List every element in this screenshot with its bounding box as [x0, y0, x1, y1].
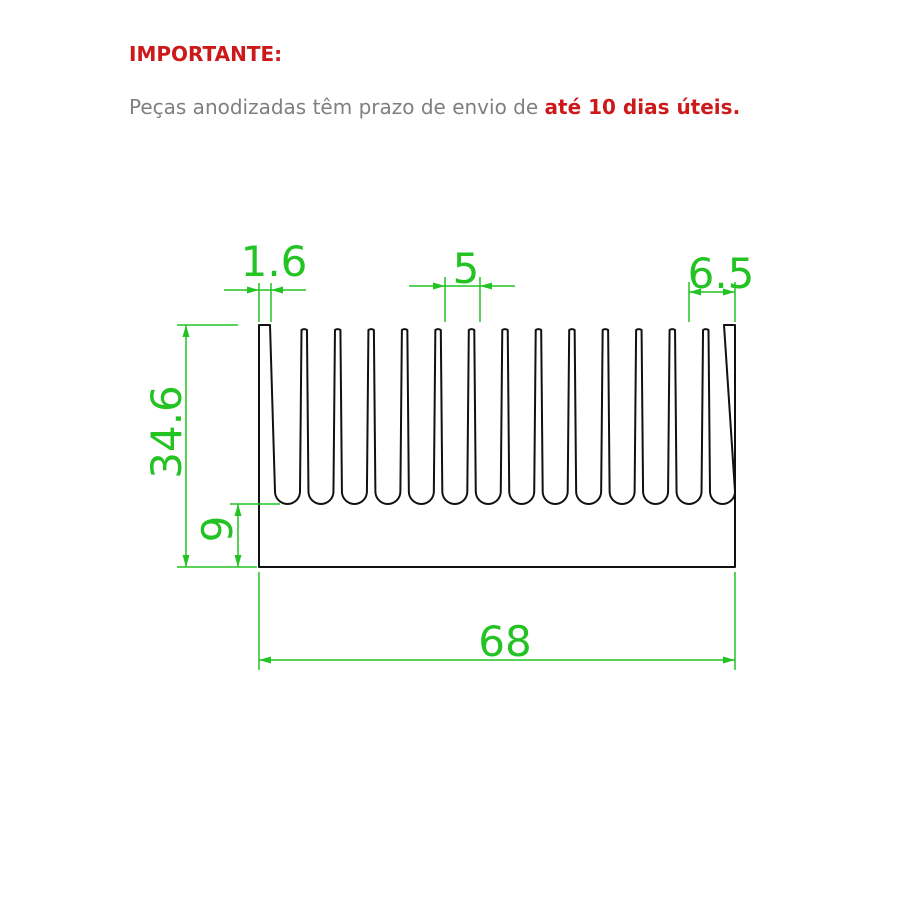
heatsink-profile [259, 325, 735, 567]
dim-label-fin-pitch: 5 [452, 244, 480, 293]
arrowhead [271, 287, 283, 294]
profile-outline [259, 325, 735, 567]
dim-label-base-height: 9 [193, 515, 242, 543]
arrowhead [235, 504, 242, 516]
dimension-lines [177, 277, 735, 670]
arrowhead [247, 287, 259, 294]
dim-label-edge-gap: 6.5 [687, 249, 755, 298]
arrowhead [723, 657, 735, 664]
dim-label-fin-thickness: 1.6 [240, 237, 308, 286]
arrowhead [235, 555, 242, 567]
arrowhead [433, 283, 445, 290]
dim-label-total-height: 34.6 [142, 385, 191, 479]
notice-highlight: até 10 dias úteis. [544, 95, 741, 119]
arrowhead [259, 657, 271, 664]
arrowhead [480, 283, 492, 290]
arrowhead [183, 555, 190, 567]
notice-title: IMPORTANTE: [129, 42, 283, 66]
arrowhead [183, 325, 190, 337]
dim-label-width: 68 [478, 617, 532, 666]
notice-body-text: Peças anodizadas têm prazo de envio de [129, 95, 545, 119]
